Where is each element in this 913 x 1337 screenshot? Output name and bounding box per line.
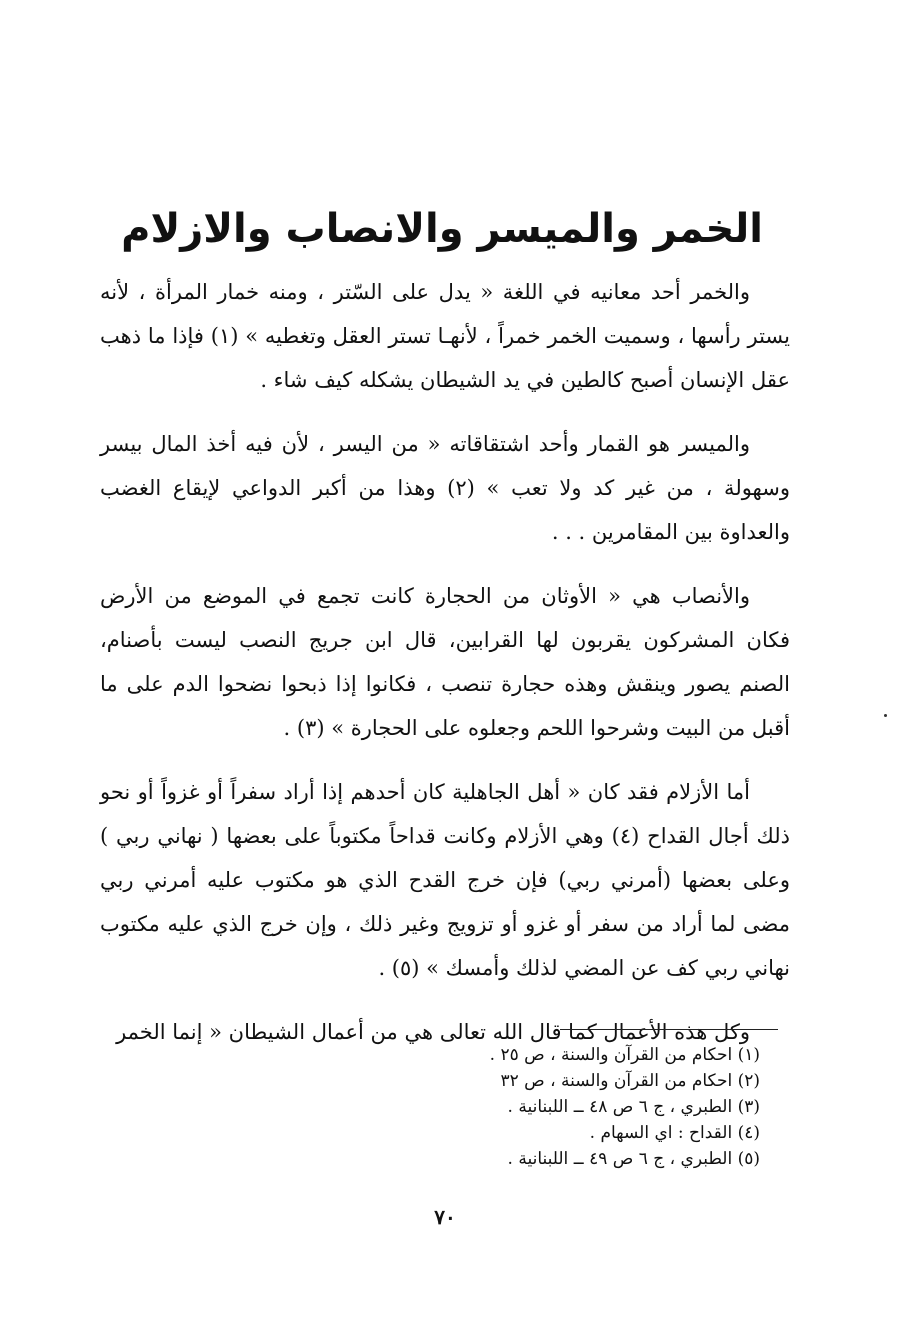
- paragraph-azlam: أما الأزلام فقد كان « أهل الجاهلية كان أحدهم إذا أراد سفراً أو غزواً أو نحو ذلك أجال القداح (٤) وهي الأزلام وكانت قداحاً مكتوباً على بعضها ( نهاني ربي ) وعلى بعضها (أمرني ربي) فإن خرج القدح الذي هو مكتوب عليه أمرني ربي مضى لما أراد من سفر أو غزو أو تزويج وغير ذلك ، وإن خرج الذي عليه مكتوب نهاني ربي كف عن المضي لذلك وأمسك » (٥) .: [100, 780, 790, 980]
- footnote-4: (٤) القداح : اي السهام .: [589, 1123, 760, 1143]
- margin-mark: [884, 714, 887, 717]
- paragraph-ansab: والأنصاب هي « الأوثان من الحجارة كانت تجمع في الموضع من الأرض فكان المشركون يقربون لها القرابين، قال ابن جريج النصب ليست بأصنام، الصنم يصور وينقش وهذه حجارة تنصب ، فكانوا إذا ذبحوا نضحوا الدم على ما أقبل من البيت وشرحوا اللحم وجعلوه على الحجارة » (٣) .: [100, 584, 790, 740]
- footnote-5: (٥) الطبري ، ج ٦ ص ٤٩ ــ اللبنانية .: [507, 1149, 760, 1169]
- chapter-title: الخمر والميسر والانصاب والازلام: [121, 205, 763, 252]
- footnote-2: (٢) احكام من القرآن والسنة ، ص ٣٢: [500, 1071, 760, 1091]
- page-number: ٧٠: [434, 1205, 456, 1229]
- footnotes: [330, 1042, 760, 1172]
- footnote-3: (٣) الطبري ، ج ٦ ص ٤٨ ــ اللبنانية .: [507, 1097, 760, 1117]
- paragraph-maysir: والميسر هو القمار وأحد اشتقاقاته « من اليسر ، لأن فيه أخذ المال بيسر وسهولة ، من غير كد ولا تعب » (٢) وهذا من أكبر الدواعي لإيقاع الغضب والعداوة بين المقامرين . . .: [100, 432, 790, 544]
- paragraph-conclusion: وكل هذه الأعمال كما قال الله تعالى هي من أعمال الشيطان « إنما الخمر: [116, 1020, 750, 1044]
- footnote-divider: [560, 1029, 778, 1030]
- paragraph-khamr: والخمر أحد معانيه في اللغة « يدل على السّتر ، ومنه خمار المرأة ، لأنه يستر رأسها ، وسميت الخمر خمراً ، لأنهـا تستر العقل وتغطيه » (١) فإذا ما ذهب عقل الإنسان أصبح كالطين في يد الشيطان يشكله كيف شاء .: [100, 280, 790, 392]
- body-text: [100, 270, 790, 1054]
- footnote-1: (١) احكام من القرآن والسنة ، ص ٢٥ .: [489, 1045, 760, 1065]
